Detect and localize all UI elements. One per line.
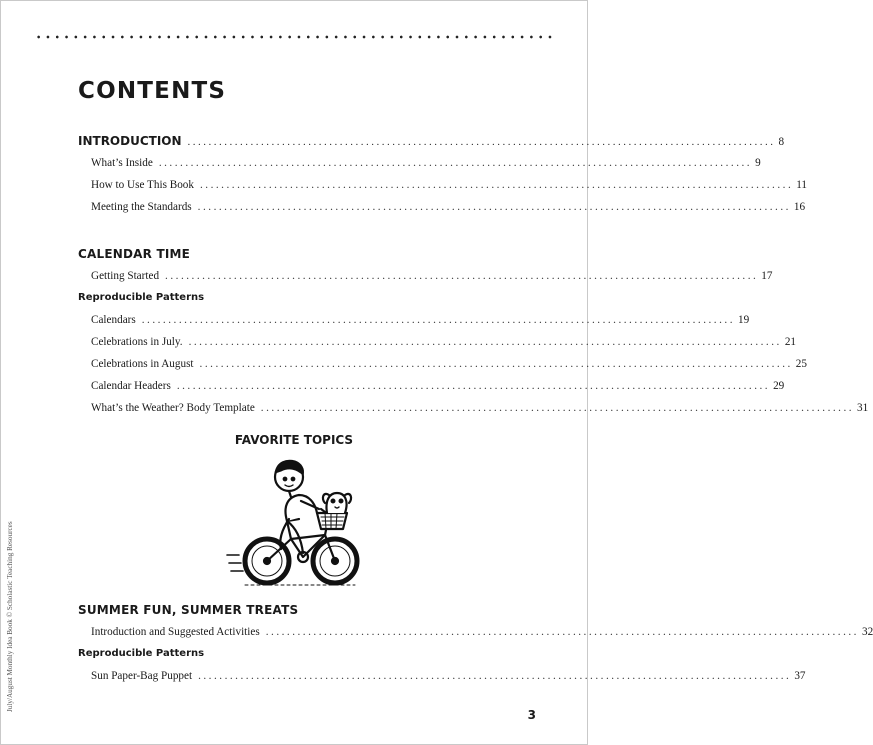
toc-item-label: Calendar Headers [91,380,171,392]
toc-item [91,270,773,282]
section-heading-summer-fun: SUMMER FUN, SUMMER TREATS [78,603,299,617]
toc-page-number: 25 [795,358,807,370]
toc-item [91,670,806,682]
toc-item-label: Meeting the Standards [91,201,192,213]
toc-page-number: 11 [796,179,808,191]
toc-page-number: 21 [784,336,796,348]
toc-item [91,626,873,638]
leader-dots: ................................................................................................................ [165,270,759,282]
child-on-bicycle-with-dog-illustration [225,457,365,594]
toc-item-label: Celebrations in August [91,358,194,370]
toc-page-number: 16 [793,201,806,213]
leader-dots: ................................................................................................................ [199,358,793,370]
side-credit: July/August Monthly Idea Book © Scholastic Teaching Resources [6,521,14,712]
page-number: 3 [527,708,536,722]
leader-dots: ................................................................................................................ [198,670,792,682]
toc-item-label: Calendars [91,314,136,326]
toc-item [91,380,785,392]
leader-dots: ................................................................................................................ [260,402,855,414]
dotted-rule [34,35,556,39]
toc-item-label: Celebrations in July. [91,336,183,348]
leader-dots: ................................................................................................................ [158,157,753,169]
toc-page-number: 32 [861,626,873,638]
leader-dots: ................................................................................................................ [188,336,782,348]
section-heading-calendar-time: CALENDAR TIME [78,247,191,261]
toc-item-label: What’s the Weather? Body Template [91,402,255,414]
toc-page-number: 31 [857,402,869,414]
toc-item [91,201,806,213]
leader-dots: ................................................................................................................ [199,179,794,191]
leader-dots: ................................................................................................................ [187,136,776,148]
toc-page-number: 19 [737,314,750,326]
toc-page-number: 37 [794,670,806,682]
toc-item [91,358,807,370]
page-title: CONTENTS [78,78,227,104]
toc-item-label: Introduction and Suggested Activities [91,626,260,638]
leader-dots: ................................................................................................................ [197,201,791,213]
toc-item [91,157,761,169]
leader-dots: ................................................................................................................ [141,314,735,326]
leader-dots: ................................................................................................................ [265,626,859,638]
sub-heading-reproducible-patterns: Reproducible Patterns [78,292,205,303]
toc-item-label: Sun Paper-Bag Puppet [91,670,193,682]
leader-dots: ................................................................................................................ [176,380,771,392]
toc-item-label: What’s Inside [91,157,153,169]
toc-heading-introduction [78,134,785,148]
toc-page-number: 29 [773,380,785,392]
toc-item [91,314,750,326]
toc-item [91,179,808,191]
sub-heading-reproducible-patterns: Reproducible Patterns [78,648,205,659]
toc-page-number: 9 [755,157,761,169]
section-heading-favorite-topics: FAVORITE TOPICS [234,433,354,447]
toc-item [91,402,869,414]
toc-item-label: Getting Started [91,270,160,282]
toc-page-number: 17 [761,270,773,282]
toc-heading-label: INTRODUCTION [78,134,182,148]
toc-item [91,336,796,348]
toc-item-label: How to Use This Book [91,179,194,191]
toc-page-number: 8 [778,136,785,148]
